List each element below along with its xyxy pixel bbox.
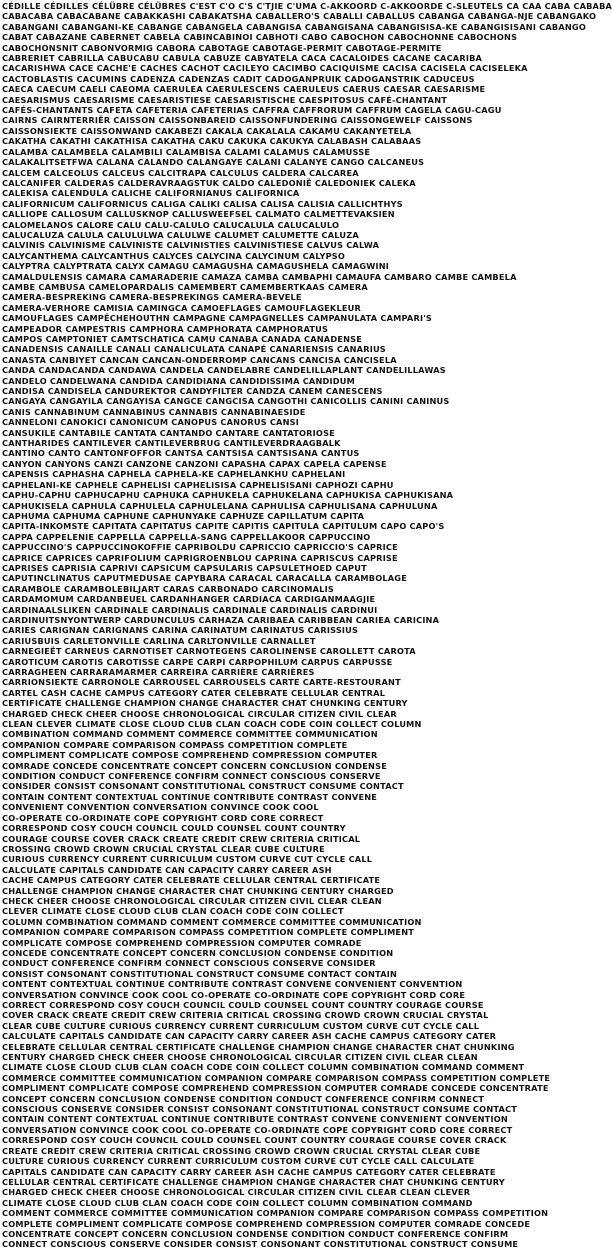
word-line: COVER CRACK CREATE CREDIT CREW CRITERIA CRITICAL CROSSING CROWD CROWN CRUCIAL CRYSTAL [2,1010,489,1021]
word-line: CAPITA-INKOMSTE CAPITATA CAPITATUS CAPITE CAPITIS CAPITULA CAPITULUM CAPO CAPO'S [2,521,445,532]
word-line: CÉDILLE CÉDILLES CÉLÜBRE CÉLÜBRES C'EST C'O C'S C'TJIE C'UMA C-AKKOORD C-AKKOORDE C-SLEUTELS CA CAA CABA CABABA [2,1,612,11]
word-line: CALAMBA CALAMBELA CALAMBILI CALAMBISA CALAMI CALAMUS CALAMUSSE [2,146,371,157]
word-line: CREATE CREDIT CREW CRITERIA CRITICAL CROSSING CROWD CROWN CRUCIAL CRYSTAL CLEAR CUBE [2,1145,481,1156]
word-line: COMPANION COMPARE COMPARISON COMPASS COMPETITION COMPLETE COMPLIMENT [2,927,415,938]
word-line: CABACABA CABACABANE CABAKKASHI CABAKATSHA CABALLERO'S CABALLI CABALLUS CABANGA CABANGA-NJE CABANGAKO [2,11,597,22]
word-line: CACTOBLASTIS CACUMINS CADENZA CADENZAS CADIT CADOGANPRUIK CADOGANSTRIK CADUCEUS [2,73,475,84]
word-line: CONSIST CONSONANT CONSTITUTIONAL CONSTRUCT CONSUME CONTACT CONTAIN [2,968,398,979]
word-line: CARTEL CASH CACHE CAMPUS CATEGORY CATER CELEBRATE CELLULAR CENTRAL [2,687,386,698]
word-line: CONCENTRATE CONCEPT CONCERN CONCLUSION CONDENSE CONDITION CONDUCT CONFERENCE CONFIRM [2,1228,509,1239]
word-line: CARDINAALSLIKEN CARDINALE CARDINALIS CARDINALE CARDINALIS CARDINUI [2,604,378,615]
word-line: COURAGE COURSE COVER CRACK CREATE CREDIT CREW CRITERIA CRITICAL [2,833,361,844]
word-line: COLUMN COMBINATION COMMAND COMMENT COMMERCE COMMITTEE COMMUNICATION [2,916,422,927]
word-line: CARAMBOLE CARAMBOLEBILJART CARAS CARBONADO CARCINOMALIS [2,583,334,594]
word-line: CAECA CAECUM CAELI CAEOMA CAERULEA CAERULESCENS CAERULEUS CAERUS CAESAR CAESARISME [2,84,486,95]
word-line: CLIMATE CLOSE CLOUD CLUB CLAN COACH CODE COIN COLLECT COLUMN COMBINATION COMMAND [2,1197,473,1208]
word-line: CARRAGHEEN CARRARAMARMER CARREIRA CARRIÈRE CARRIÈRES [2,667,315,677]
word-line: CALCEM CALCEOLUS CALCEUS CALCITRAPA CALCULUS CALDERA CALCAREA [2,167,359,178]
word-line: CALCANIFER CALDERAS CALDERAVRAAGSTUK CALDO CALEDONIË CALEDONIEK CALEKA [2,177,416,188]
word-line: CELLULAR CENTRAL CERTIFICATE CHALLENGE CHAMPION CHANGE CHARACTER CHAT CHUNKING CENTURY [2,1176,505,1187]
word-line: CLEVER CLIMATE CLOSE CLOUD CLUB CLAN COACH CODE COIN COLLECT [2,906,344,917]
word-line: CANADENSIS CANAILLE CANALI CANALICULATA CANAPÉ CANARIENSIS CANARIUS [2,344,386,355]
word-line: CALOMELANOS CALORE CALU CALU-CALULO CALUCALULA CALUCALULO [2,219,340,230]
word-line: CURIOUS CURRENCY CURRENT CURRICULUM CUSTOM CURVE CUT CYCLE CALL [2,854,373,865]
word-line: CANGAYA CANGAYILA CANGAYISA CANGCE CANGCISA CANGOTHI CANICOLLIS CANINI CANINUS [2,396,450,407]
word-line: CALYCANTHEMA CALYCANTHUS CALYCES CALYCINA CALYCINUM CALYPSO [2,250,346,261]
word-line: CONCEDE CONCENTRATE CONCEPT CONCERN CONCLUSION CONDENSE CONDITION [2,947,394,958]
word-line: CARDAMOMUM CARDANBEUEL CARDANHANGER CARDIACA CARDIGANMAAGJIE [2,594,376,605]
word-line: CONVERSATION CONVINCE COOK COOL CO-OPERATE CO-ORDINATE COPE COPYRIGHT CORD CORE [2,989,466,1000]
word-line: CHALLENGE CHAMPION CHANGE CHARACTER CHAT CHUNKING CENTURY CHARGED [2,885,394,896]
word-line: CAPPUCCINO'S CAPPUCCINOKOFFIE CAPRIBOLDU CAPRICCIO CAPRICCIO'S CAPRICE [2,542,398,553]
word-line: CONVERSATION CONVINCE COOK COOL CO-OPERATE CO-ORDINATE COPE COPYRIGHT CORD CORE CORRECT [2,1124,513,1135]
word-line: CABOCHONSNIT CABONVORMIG CABORA CABOTAGE CABOTAGE-PERMIT CABOTAGE-PERMITE [2,42,442,53]
word-line: CARIES CARIGNAN CARIGNANS CARINA CARINATUM CARINATUS CARISSIUS [2,625,359,636]
word-line: CAPRISES CAPRISIA CAPRIVI CAPSICUM CAPSULARIS CAPSULETHOED CAPUT [2,562,367,573]
word-line: COMMENT COMMERCE COMMITTEE COMMUNICATION COMPANION COMPARE COMPARISON COMPASS COMPETITION [2,1208,549,1219]
word-line: CABANGANI CABANGANI-KE CABANGE CABANGELA CABANGISA CABANGISANA CABANGISISA-KE CABANGISISANI CABANGO [2,21,586,32]
word-line: CARNEGIEËT CARNEUS CARNOTISET CARNOTEGENS CAROLINENSE CAROLLETT CAROTA [2,646,416,657]
word-line: CAMERA-VERHORE CAMISIA CAMINGCA CAMOEFLAGES CAMOUFLAGEKLEUR [2,302,362,313]
word-line: CAKATHA CAKATHI CAKATHISA CAKATHA CAKU CAKUKA CAKUKYA CALABASH CALABAAS [2,136,422,147]
word-line: CAMOUFLAGES CAMPÊCHEHOUTHN CAMPAGNE CAMPAGNELLES CAMPANULATA CAMPARI'S [2,313,433,324]
word-line: CANTINO CANTO CANTONFOFFOR CANTSA CANTSISA CANTSISANA CANTUS [2,448,360,459]
word-line: CALCULATE CAPITALS CANDIDATE CAN CAPACITY CARRY CAREER ASH [2,864,332,875]
word-line: CANASTA CANBIYET CANCAN CANCAN-ONDERROMP CANCANS CANCISA CANCISELA [2,354,397,365]
word-line: CARIUSBUIS CARLETONVILLE CARLINA CARLTONVILLE CARNALLET [2,635,316,646]
word-line: CONVENIENT CONVENTION CONVERSATION CONVINCE COOK COOL [2,802,319,813]
word-line: CABAT CABAZANE CABERNET CABELA CABINCABINOI CABHOTI CABO CABOCHON CABOCHONNE CABOCHONS [2,32,518,43]
word-line: CAROTICUM CAROTIS CAROTISSE CARPE CARPI CARPOPHILUM CARPUS CARPUSSE [2,656,393,667]
word-line: CAMBE CAMBUSA CAMELOPARDALIS CAMEMBERT CAMEMBERTKAAS CAMERA [2,281,368,292]
word-line: CAPITALS CANDIDATE CAN CAPACITY CARRY CAREER ASH CACHE CAMPUS CATEGORY CATER CELEBRATE [2,1166,496,1177]
word-line: CAMPEADOR CAMPESTRIS CAMPHORA CAMPHORATA CAMPHORATUS [2,323,329,334]
word-line: CANDELO CANDELWANA CANDIDA CANDIDIANA CANDIDISSIMA CANDIDUM [2,375,355,386]
word-line: COMPLIMENT COMPLICATE COMPOSE COMPREHEND COMPRESSION COMPUTER COMRADE CONCEDE CONCENTRATE [2,1083,549,1094]
word-line: CANYON CANYONS CANZI CANZONE CANZONI CAPASHA CAPAX CAPELA CAPENSE [2,458,387,469]
word-line: CALUCALUZA CALULA CALULULWA CALULWE CALUMET CALUMETTE CALUZA [2,229,359,240]
word-line: CROSSING CROWD CROWN CRUCIAL CRYSTAL CLEAR CUBE CULTURE [2,843,325,854]
word-line: CHARGED CHECK CHEER CHOOSE CHRONOLOGICAL CIRCULAR CITIZEN CIVIL CLEAR CLEAN CLEVER [2,1187,471,1198]
word-line: CO-OPERATE CO-ORDINATE COPE COPYRIGHT CORD CORE CORRECT [2,812,324,823]
word-line: COMPLETE COMPLIMENT COMPLICATE COMPOSE COMPREHEND COMPRESSION COMPUTER COMRADE CONCEDE [2,1218,531,1229]
word-line: CONTAIN CONTENT CONTEXTUAL CONTINUE CONTRIBUTE CONTRAST CONVENE [2,791,378,802]
word-line: CALIFORNICUM CALIFORNICUS CALIGA CALIKI CALISA CALISA CALISIA CALLICHTHYS [2,198,403,209]
word-line: CARRIONSIEKTE CARRONOLE CARROUSEL CARROUSELS CARTE CARTE-RESTOURANT [2,677,401,688]
word-line: CAESARISMUS CAESARISME CAESARISTIESE CAESARISTISCHE CAESPITOSUS CAFÉ-CHANTANT [2,94,448,105]
word-line: COMPLICATE COMPOSE COMPREHEND COMPRESSION COMPUTER COMRADE [2,937,362,948]
word-line: CANDA CANDACANDA CANDAWA CANDELA CANDELABRE CANDELILLAPLANT CANDELILLAWAS [2,365,446,376]
word-line: CONDUCT CONFERENCE CONFIRM CONNECT CONSCIOUS CONSERVE CONSIDER [2,958,376,969]
word-line: CULTURE CURIOUS CURRENCY CURRENT CURRICULUM CUSTOM CURVE CUT CYCLE CALL CALCULATE [2,1156,475,1167]
word-line: CORRESPOND COSY COUCH COUNCIL COULD COUNSEL COUNT COUNTRY COURAGE COURSE COVER CRACK [2,1135,507,1146]
word-line: CANSUKILE CANTABILE CANTATA CANTANDO CANTARE CANTATORIOSE [2,427,335,438]
word-line: CLEAN CLEVER CLIMATE CLOSE CLOUD CLUB CLAN COACH CODE COIN COLLECT COLUMN [2,719,422,730]
word-line: CONTAIN CONTENT CONTEXTUAL CONTINUE CONTRIBUTE CONTRAST CONVENE CONVENIENT CONVENTION [2,1114,508,1125]
word-line: CAFÉS-CHANTANTS CAFETA CAFETERIA CAFETERIAS CAFFRA CAFFRORUM CAFFRUM CAGELA CAGU-CAGU [2,105,502,116]
word-line: CAPPA CAPPELENIE CAPPELLA CAPPELLA-SANG CAPPELLAKOOR CAPPUCCINO [2,531,371,542]
word-line: CANIS CANNABINUM CANNABINUS CANNABIS CANNABINAESIDE [2,406,306,417]
word-line: CAMPOS CAMPTONIET CAMTSCHATICA CAMU CANABA CANADA CANADENSE [2,334,363,344]
word-line: CAMERA-BESPREKING CAMERA-BESPREKINGS CAMERA-BEVELE [2,292,302,303]
word-line: CAPHU-CAPHU CAPHUCAPHU CAPHUKA CAPHUKELA CAPHUKELANA CAPHUKISA CAPHUKISANA [2,490,454,501]
word-line: CAISSONSIEKTE CAISSONWAND CAKABEZI CAKALA CAKALALA CAKAMU CAKANYETELA [2,125,412,136]
word-line: CONNECT CONSCIOUS CONSERVE CONSIDER CONSIST CONSONANT CONSTITUTIONAL CONSTRUCT CONSUME [2,1239,519,1250]
word-line: CORRESPOND COSY COUCH COUNCIL COULD COUNSEL COUNT COUNTRY [2,823,346,834]
word-line: CANNELONI CANOKICI CANONICUM CANOPUS CANORUS CANSI [2,417,299,428]
word-line: COMMERCE COMMITTEE COMMUNICATION COMPANION COMPARE COMPARISON COMPASS COMPETITION COMPLETE [2,1072,551,1083]
word-line: CLIMATE CLOSE CLOUD CLUB CLAN COACH CODE COIN COLLECT COLUMN COMBINATION COMMAND COMMENT [2,1062,525,1073]
word-line: CALLIOPE CALLOSUM CALLUSKNOP CALLUSWEEFSEL CALMATO CALMETTEVAKSIEN [2,209,395,220]
word-line: COMPLIMENT COMPLICATE COMPOSE COMPREHEND COMPRESSION COMPUTER [2,750,378,761]
word-line: CANDISA CANDISELA CANDUREKTOR CANDYFILTER CANDZA CANEM CANESCENS [2,386,383,397]
word-line: CAPHELANI-KE CAPHELE CAPHELISI CAPHELISISA CAPHELISISANI CAPHOZI CAPHU [2,479,394,490]
word-line: COMPANION COMPARE COMPARISON COMPASS COMPETITION COMPLETE [2,739,348,750]
word-line: CENTURY CHARGED CHECK CHEER CHOOSE CHRONOLOGICAL CIRCULAR CITIZEN CIVIL CLEAR CLEAN [2,1052,478,1063]
word-line: CACARISHWA CACE CACHE'E CACHES CACHOT CACILEYO CACIMBO CACIQUISME CACISA CACISELA CACISELEKA [2,63,528,74]
word-line: CALCULATE CAPITALS CANDIDATE CAN CAPACITY CARRY CAREER ASH CACHE CAMPUS CATEGORY CATER [2,1031,497,1042]
word-line: CAPRICE CAPRICES CAPRIFOLIUM CAPRIGROENBLOU CAPRINA CAPRISCUS CAPRISE [2,552,398,563]
word-line: CONDITION CONDUCT CONFERENCE CONFIRM CONNECT CONSCIOUS CONSERVE [2,771,381,782]
word-line: CALYPTRA CALYPTRATA CALYX CAMAGU CAMAGUSHA CAMAGUSHELA CAMAGWINI [2,261,390,272]
word-line: COMBINATION COMMAND COMMENT COMMERCE COMMITTEE COMMUNICATION [2,729,378,740]
word-line: CAMALDULENSIS CAMARA CAMARADERIE CAMAZA CAMBA CAMBAPHI CAMAUFA CAMBARO CAMBE CAMBELA [2,271,517,282]
word-line: CHECK CHEER CHOOSE CHRONOLOGICAL CIRCULAR CITIZEN CIVIL CLEAR CLEAN [2,895,382,906]
word-line: CERTIFICATE CHALLENGE CHAMPION CHANGE CHARACTER CHAT CHUNKING CENTURY [2,698,408,709]
word-line: CAIRNS CAIRNTERRIËR CAISSON CAISSONBAREID CAISSONFUNDERING CAISSONGEWELF CAISSONS [2,115,473,126]
word-line: CORRECT CORRESPOND COSY COUCH COUNCIL COULD COUNSEL COUNT COUNTRY COURAGE COURSE [2,1000,484,1010]
word-line: CONCEPT CONCERN CONCLUSION CONDENSE CONDITION CONDUCT CONFERENCE CONFIRM CONNECT [2,1093,485,1104]
word-line: CHARGED CHECK CHEER CHOOSE CHRONOLOGICAL CIRCULAR CITIZEN CIVIL CLEAR [2,708,397,719]
word-line: CARDINUITSNYONTWERP CARDUNCULUS CARHAZA CARIBAEA CARIBBEAN CARIEA CARICINA [2,614,440,625]
word-line: CALVINIS CALVINISME CALVINISTE CALVINISTIES CALVINISTIESE CALVUS CALWA [2,240,380,251]
word-line: CONTENT CONTEXTUAL CONTINUE CONTRIBUTE CONTRAST CONVENE CONVENIENT CONVENTION [2,979,463,990]
word-line: CABRERIET CABRILLA CABUCABU CABULA CABUZE CABYATELA CACA CACALOIDES CACANE CACARIBA [2,53,483,64]
word-line: CAPHUKISELA CAPHULA CAPHULELA CAPHULELANA CAPHULISA CAPHULISANA CAPHULUNA [2,500,438,511]
word-line: CANTHARIDES CANTILEVER CANTILEVERBRUG CANTILEVERDRAAGBALK [2,438,341,449]
word-line: CLEAR CUBE CULTURE CURIOUS CURRENCY CURRENT CURRICULUM CUSTOM CURVE CUT CYCLE CALL [2,1020,480,1031]
word-line: CONSIDER CONSIST CONSONANT CONSTITUTIONAL CONSTRUCT CONSUME CONTACT [2,781,404,792]
word-line: CAPHUMA CAPHUMA CAPHUNE CAPHUNYAKE CAPHUZE CAPILLATUM CAPITA [2,510,365,521]
word-line: CONSCIOUS CONSERVE CONSIDER CONSIST CONSONANT CONSTITUTIONAL CONSTRUCT CONSUME CONTACT [2,1104,518,1115]
word-line: CACHE CAMPUS CATEGORY CATER CELEBRATE CELLULAR CENTRAL CERTIFICATE [2,875,381,886]
word-line: CALAKALITSETFWA CALANA CALANDO CALANGAYE CALANI CALANYE CANGO CALCANEUS [2,157,425,168]
word-line: CALEKISA CALENDULA CALICHE CALIFORNIANUS CALIFORNICA [2,188,300,199]
word-line: CAPUTINCLINATUS CAPUTMEDUSAE CAPYBARA CARACAL CARACALLA CARAMBOLAGE [2,573,408,584]
word-line: CELEBRATE CELLULAR CENTRAL CERTIFICATE CHALLENGE CHAMPION CHANGE CHARACTER CHAT CHUNKING [2,1041,515,1052]
word-line: CAPENSIS CAPHASHA CAPHELA CAPHELA-KE CAPHELANKHU CAPHELANI [2,469,346,480]
word-line: COMRADE CONCEDE CONCENTRATE CONCEPT CONCERN CONCLUSION CONDENSE [2,760,388,771]
